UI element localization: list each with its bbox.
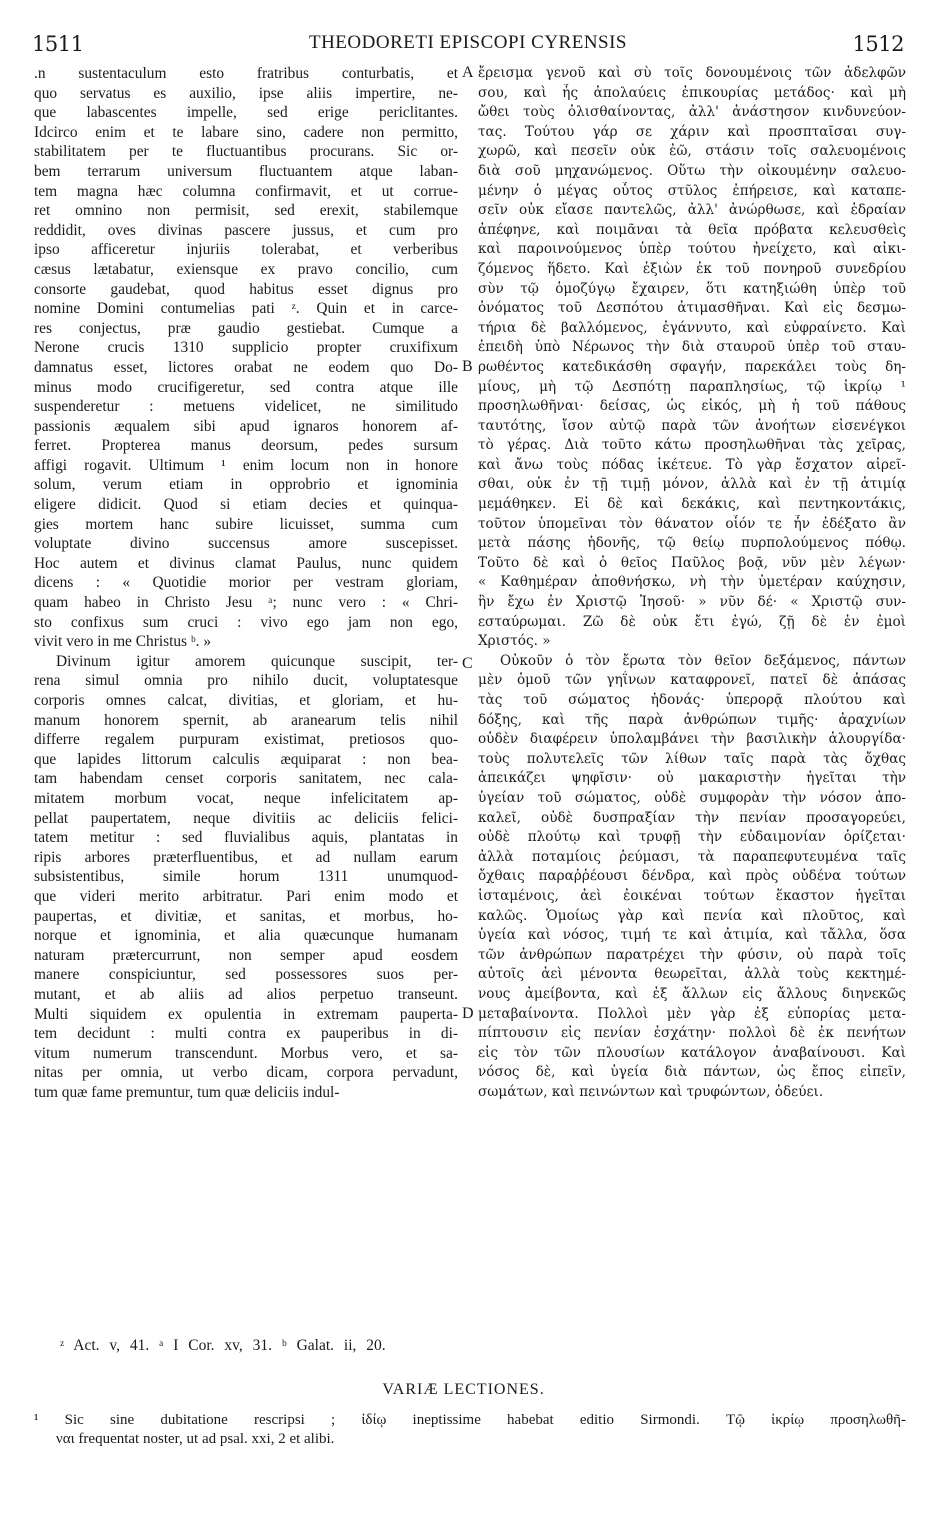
- latin-text-line: mitatem morbum vocat, neque infelicitatem ap-: [34, 789, 458, 807]
- latin-text-line: pellat paupertatem, neque divitiis ac deliciis felici-: [34, 809, 458, 827]
- greek-text-line: ὑγείαν τοῦ σώματος, οὐδὲ συμφορὰν τὴν νόσον ἀπο-: [478, 789, 906, 806]
- greek-text-line: Τοῦτο δὲ καὶ ὁ θεῖος Παῦλος βοᾷ, νῦν μὲν λέγων·: [478, 554, 906, 571]
- greek-text-line: οὐδὲν διαφέρειν ὑπολαμβάνει τὴν βασιλικὴν ἁλουργίδα·: [478, 731, 906, 748]
- latin-text-line: eligere didicit. Quod si etiam decies et quinqua-: [34, 496, 458, 514]
- greek-text-line: νόσος δὲ, καὶ ὑγεία διὰ πάντων, ὡς ἔπος εἰπεῖν,: [478, 1064, 906, 1081]
- latin-text-line: que lapides littorum calculis æquiparat : non bea-: [34, 750, 458, 768]
- latin-text-line: tatem metitur : sed fluvialibus aquis, plantatas in: [34, 829, 458, 847]
- variae-lectiones-title: VARIÆ LECTIONES.: [382, 1381, 545, 1398]
- greek-text-line: ἱσταμένοις, ἀεὶ ἐοικέναι τούτων ἕκαστον ἡγεῖται: [478, 887, 906, 904]
- greek-text-line: νους ἀμείβοντα, καὶ ἐξ ἄλλων εἰς ἄλλους διηνεκῶς: [478, 985, 906, 1002]
- greek-text-line: χωρῶ, καὶ πεσεῖν οὐκ ἐῶ, στάσιν τοῖς σαλευομένοις: [478, 143, 906, 160]
- latin-text-line: affigi rogavit. Ultimum ¹ enim locum non in honore: [34, 456, 458, 474]
- greek-text-line: σθαι, οὐκ ἐν τῇ τιμῇ μόνον, ἀλλὰ καὶ ἐν τῇ ἀτιμίᾳ: [478, 476, 906, 493]
- latin-text-line: tem magna hæc columna confirmavit, et ut corrue-: [34, 182, 458, 200]
- variae-lectiones-text: [34, 1411, 906, 1449]
- latin-text-line: vivit vero in me Christus ᵇ. »: [34, 633, 212, 651]
- latin-text-line: suspenderetur : metuens videlicet, ne similitudo: [34, 398, 458, 416]
- greek-text-line: ρωθέντος κατεδικάσθη σφαγήν, παρεκάλει τοὺς δη-: [478, 358, 906, 375]
- greek-text-line: μὲν ὁμοῦ τῶν γηΐνων καταφρονεῖ, πατεῖ δὲ ἁπάσας: [478, 672, 906, 689]
- greek-text-line: ὤθει τοὺς ὀλισθαίνοντας, ἀλλ' ἀνάστησον κινδυνεύον-: [478, 104, 906, 121]
- greek-text-line: Οὐκοῦν ὁ τὸν ἔρωτα τὸν θεῖον δεξάμενος, πάντων: [500, 652, 906, 669]
- latin-text-line: solum, verum etiam in opprobrio et ignominia: [34, 476, 458, 494]
- greek-text-line: μεμάθηκεν. Εἰ δὲ καὶ δεκάκις, καὶ πεντηκοντάκις,: [478, 496, 906, 513]
- greek-text-line: καλῶς. Ὁμοίως γὰρ καὶ πενία καὶ πλοῦτος, καὶ: [478, 907, 906, 924]
- greek-text-line: σὺν τῷ ὁμοζύγῳ ἔχαιρεν, ὅτι κατηξιώθη ὑπὲρ τοῦ: [478, 280, 906, 297]
- margin-marker-c: C: [462, 655, 473, 672]
- latin-text-line: ret omnino non permisit, sed erexit, stabilemque: [34, 202, 458, 220]
- greek-text-line: μένην ὁ μέγας οὗτος στῦλος ἐπήρεισε, καὶ καταπε-: [478, 182, 906, 199]
- greek-text-line: ὀνόματος τοῦ Δεσπότου ἀτιμασθῆναι. Καὶ εἰς δεσμω-: [478, 300, 906, 317]
- latin-text-line: Divinum igitur amorem quicunque suscipit, ter-: [56, 652, 458, 670]
- greek-text-line: διὰ σοῦ μηχανώμενος. Οὕτω τὴν οἰκουμένην σαλευο-: [478, 162, 906, 179]
- latin-text-line: paupertas, et divitiæ, et sanitas, et morbus, ho-: [34, 907, 458, 925]
- greek-text-line: καλεῖ, οὐδὲ δυσπραξίαν τὴν πενίαν προσαγορεύει,: [478, 809, 906, 826]
- latin-text-line: tum quæ fame premuntur, tum quæ deliciis indul-: [34, 1083, 340, 1101]
- greek-text-line: τοῦτον ὑπομεῖναι τὸν θάνατον οἷόν τε ἦν ἐδέξατο ἂν: [478, 515, 906, 532]
- latin-text-line: minus modo crucifigeretur, sed contra atque ille: [34, 378, 458, 396]
- latin-text-line: tem decidunt : multi contra ex pauperibus in di-: [34, 1025, 458, 1043]
- greek-text-line: ἀπεικάζει ψηφῖσιν· οὐ μακαριστὴν ἡγεῖται τὴν: [478, 770, 906, 787]
- page-header: [32, 32, 904, 62]
- greek-text-line: τῶν ἀνθρώπων παρατρέχει τὴν φύσιν, οὐ παρὰ τοῖς: [478, 946, 906, 963]
- greek-text-line: ἐπειδὴ ὑπὸ Νέρωνος τὴν διὰ σταυροῦ ὑπὲρ τοῦ σταυ-: [478, 339, 906, 356]
- latin-text-line: ripis arbores præterfluentibus, et ad nullam earum: [34, 848, 458, 866]
- greek-text-line: ἀλλὰ ποταμίοις ῥεύμασι, τὰ παραπεφυτευμένα ταῖς: [478, 848, 906, 865]
- latin-column: [34, 64, 458, 1102]
- latin-text-line: sto confixus sum cruci : vivo ego jam non ego,: [34, 613, 458, 631]
- greek-text-line: ὄχθαις παραῤῥέουσι δένδρα, καὶ πρὸς οὐδένα τούτων: [478, 868, 906, 885]
- latin-text-line: cæsus lætabatur, exiensque ex pravo concilio, cum: [34, 260, 458, 278]
- latin-text-line: subsistentibus, simile horum 1311 unumquod-: [34, 868, 458, 886]
- greek-text-line: πίπτουσιν εἰς πενίαν ἐσχάτην· πολλοὶ δὲ ἐκ πενήτων: [478, 1025, 906, 1042]
- latin-text-line: dicens : « Quotidie morior per vestram gloriam,: [34, 574, 458, 592]
- latin-text-line: res conjectus, præ gaudio gestiebat. Cumque a: [34, 319, 458, 337]
- greek-text-line: ταυτότης, ἴσον αὐτῷ παρὰ τῶν ἀνοήτων εἰσενέγκοι: [478, 417, 906, 434]
- latin-text-line: Multi siquidem ex opulentia in extremam pauperta-: [34, 1005, 458, 1023]
- latin-text-line: manere conspiciuntur, sed possessores suos per-: [34, 966, 458, 984]
- greek-text-line: τας. Τούτου γάρ σε χάριν καὶ προσπταῖσαι συγ-: [478, 123, 906, 140]
- greek-text-line: « Καθημέραν ἀποθνήσκω, νὴ τὴν ὑμετέραν καύχησιν,: [478, 574, 906, 591]
- margin-marker-b: B: [462, 358, 473, 375]
- greek-text-line: τοὺς πολυτελεῖς τῶν λίθων ταῖς παρὰ τὰς ὄχθας: [478, 750, 906, 767]
- greek-text-line: καὶ παροινούμενος ὑπὲρ τούτου ἠνείχετο, καὶ αἰκι-: [478, 241, 906, 258]
- latin-text-line: reddidit, oves divinas pascere jussus, et cum pro: [34, 221, 458, 239]
- greek-text-line: ἔρεισμα γενοῦ καὶ σὺ τοῖς δονουμένοις τῶν ἀδελφῶν: [478, 65, 906, 81]
- latin-text-line: Hoc autem et divinus clamat Paulus, nunc quidem: [34, 554, 458, 572]
- greek-text-line: εσταύρωμαι. Ζῶ δὲ οὐκ ἔτι ἐγώ, ζῇ δὲ ἐν ἐμοὶ: [478, 613, 906, 630]
- margin-marker-a: A: [462, 64, 474, 81]
- greek-text-line: καὶ ἄνω τοὺς πόδας ἱκέτευε. Τὸ γὰρ ἔσχατον αἱρεῖ-: [478, 456, 906, 473]
- left-page-number: 1511: [32, 32, 84, 56]
- latin-text-line: bem terrarum universum fluctuantem atque laban-: [34, 162, 458, 180]
- greek-text-line: μετὰ πάσης ἡδονῆς, τῷ θείῳ πυρπολούμενος πόθῳ.: [478, 535, 906, 552]
- latin-text-line: nitas per omnia, ut verbo dicam, corpora pervadunt,: [34, 1064, 458, 1082]
- margin-marker-d: D: [462, 1005, 474, 1022]
- footnotes: ᶻ Act. v, 41. ᵃ I Cor. xv, 31. ᵇ Galat. ii, 20.: [60, 1337, 386, 1354]
- latin-text-line: rena simul omnia pro nihilo ducit, voluptatesque: [34, 672, 458, 690]
- greek-column: [478, 64, 906, 1102]
- latin-text-line: manum honorem spernit, ab aranearum telis nihil: [34, 711, 458, 729]
- greek-text-line: δόξης, καὶ τῆς παρὰ ἀνθρώπων τιμῆς· ἀραχνίων: [478, 711, 906, 728]
- greek-text-line: ὑγεία καὶ νόσος, τιμή τε καὶ ἀτιμία, καὶ τἄλλα, ὅσα: [478, 927, 906, 944]
- latin-text-line: mutant, et ab aliis ad alios perpetuo transeunt.: [34, 985, 458, 1003]
- latin-text-line: tam habendam censet corporis sanitatem, nec cala-: [34, 770, 458, 788]
- latin-text-line: ferret. Propterea manus deorsum, pedes sursum: [34, 437, 458, 455]
- latin-text-line: voluptate divino succensus amore suscepisset.: [34, 535, 458, 553]
- latin-text-line: consorte gaudebat, quod habitus esset dignus pro: [34, 280, 458, 298]
- latin-text-line: .n sustentaculum esto fratribus conturbatis, et: [34, 65, 458, 82]
- variae-text-line: ναι frequentat noster, ut ad psal. xxi, 2 et alibi.: [56, 1431, 335, 1447]
- greek-text-line: σου, καὶ ἧς ἀπολαύεις ἐπικουρίας μετάδος· καὶ μὴ: [478, 84, 906, 101]
- greek-text-line: Χριστός. »: [478, 633, 551, 650]
- greek-text-line: ζόμενος ἥδετο. Καὶ ἐξιὼν ἐκ τοῦ πονηροῦ συνεδρίου: [478, 260, 906, 277]
- latin-text-line: gies mortem hanc subire licuisset, summa cum: [34, 515, 458, 533]
- greek-text-line: οὐδὲ πλούτῳ καὶ τρυφῇ τὴν εὐδαιμονίαν ὁρίζεται·: [478, 829, 906, 846]
- latin-text-line: quo servatus es auxilio, ipse aliis impertire, ne-: [34, 84, 458, 102]
- latin-text-line: que videri merito arbitratur. Pari enim modo et: [34, 887, 458, 905]
- latin-text-line: ipso afficeretur injuriis tolerabat, et verberibus: [34, 241, 458, 259]
- latin-text-line: Nerone crucis 1310 supplicio propter cruxifixum: [34, 339, 458, 357]
- greek-text-line: προσηλωθῆναι· δείσας, ὡς εἰκός, μὴ ἡ τοῦ πάθους: [478, 398, 906, 415]
- latin-text-line: nomine Domini contumelias pati ᶻ. Quin et in carce-: [34, 300, 458, 318]
- greek-text-line: τὸ γέρας. Διὰ τοῦτο κάτω προσηλωθῆναι τὰς χεῖρας,: [478, 437, 906, 454]
- latin-text-line: corporis omnes calcat, divitias, et gloriam, et hu-: [34, 692, 458, 709]
- latin-text-line: vitum numerum transcendunt. Morbus vero, et sa-: [34, 1044, 458, 1062]
- greek-text-line: τὰς τοῦ σώματος ἡδονάς· ὑπερορᾷ πλούτου καὶ: [478, 692, 906, 708]
- greek-text-line: σεῖν οὐκ εἴασε παντελῶς, ἀλλ' ἀνώρθωσε, καὶ ἑδραίαν: [478, 202, 906, 219]
- greek-text-line: ἣν ἔχω ἐν Χριστῷ Ἰησοῦ· » νῦν δέ· « Χριστῷ συν-: [478, 594, 906, 611]
- greek-text-line: τήρια δὲ βαλλόμενος, ἐγάννυτο, καὶ εὐφραίνετο. Καὶ: [478, 319, 906, 336]
- latin-text-line: stabilitatem per te fluctuantibus procurans. Sic or-: [34, 143, 458, 161]
- running-title: THEODORETI EPISCOPI CYRENSIS: [308, 32, 628, 53]
- latin-text-line: que labascentes impelle, sed erige periclitantes.: [34, 104, 458, 122]
- latin-text-line: differre regalem purpuram existimat, pretiosos quo-: [34, 731, 458, 749]
- greek-text-line: ἀπέφηνε, καὶ ποιμᾶναι τὰ θεῖα πρόβατα κελευσθεὶς: [478, 221, 906, 238]
- latin-text-line: norque et ignominia, et alia quæcunque humanam: [34, 927, 458, 945]
- greek-text-line: αὐτοῖς ἀεὶ μένοντα θεωρεῖται, ἀλλὰ τοὺς κεκτημέ-: [478, 966, 906, 983]
- latin-text-line: Idcirco enim et te labare sino, cadere non permitto,: [34, 123, 458, 141]
- latin-text-line: passionis æqualem sibi apud ignaros honorem af-: [34, 417, 458, 435]
- greek-text-line: εἰς τὸν τῶν πλουσίων κατάλογον ἀναβαίνουσι. Καὶ: [478, 1044, 906, 1061]
- latin-text-line: damnatus esset, lictores orabat ne eodem quo Do-: [34, 358, 458, 376]
- greek-text-line: μίους, μὴ τῷ Δεσπότῃ παραπλησίως, τῷ ἰκρίῳ ¹: [478, 378, 906, 395]
- variae-text-line: ¹ Sic sine dubitatione rescripsi ; ἰδίῳ ineptissime habebat editio Sirmondi. Τῷ ἰκρίῳ προσηλωθῆ-: [34, 1412, 906, 1428]
- greek-text-line: μεταβαίνοντα. Πολλοὶ μὲν γὰρ ἐξ εὐπορίας μετα-: [478, 1005, 906, 1022]
- latin-text-line: quam habeo in Christo Jesu ᵃ; nunc vero : « Chri-: [34, 594, 458, 612]
- right-page-number: 1512: [852, 32, 904, 56]
- greek-text-line: σωμάτων, καὶ πεινώντων καὶ τρυφώντων, ὁδεύει.: [478, 1083, 824, 1100]
- latin-text-line: naturam prætercurrunt, non semper apud eosdem: [34, 946, 458, 964]
